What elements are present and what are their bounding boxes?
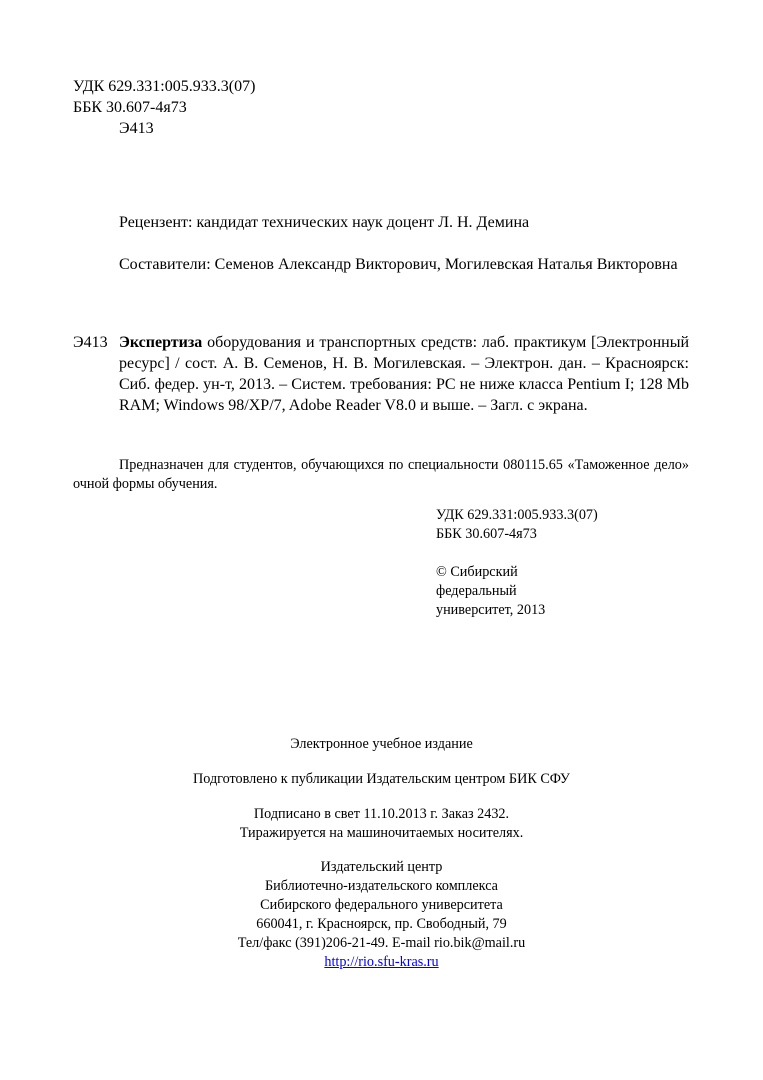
- udk-code-right: УДК 629.331:005.933.3(07): [436, 507, 598, 523]
- purpose-text: Предназначен для студентов, обучающихся по специальности 080115.65 «Таможенное дело» очной формы обучения.: [73, 457, 689, 492]
- right-classification: [436, 506, 598, 620]
- bbk-code-right: ББК 30.607-4я73: [436, 526, 537, 542]
- edition-type: Электронное учебное издание: [290, 736, 473, 752]
- entry-body: [119, 332, 689, 416]
- entry-title: Экспертиза: [119, 334, 203, 351]
- publisher-line: Библиотечно-издательского комплекса: [265, 878, 498, 894]
- entry-code: Э413: [73, 334, 108, 351]
- header-classification: [73, 76, 255, 139]
- reviewer-line: Рецензент: кандидат технических наук доцент Л. Н. Демина: [119, 214, 530, 231]
- copyright-line: университет, 2013: [436, 602, 546, 618]
- copyright-line: © Сибирский: [436, 564, 518, 580]
- bibliographic-entry: [73, 332, 689, 416]
- prepared-by: Подготовлено к публикации Издательским центром БИК СФУ: [193, 771, 570, 787]
- purpose-block: [73, 456, 689, 494]
- author-sign: Э413: [119, 120, 154, 137]
- entry-text: оборудования и транспортных средств: лаб. практикум [Электронный ресурс] / сост. А. В. Семенов, Н. В. Могилевская. – Электрон. дан. – Красноярск: Сиб. федер. ун-т, 2013. – Систем. требования: PC не ниже класса Pentium I; 128 Mb RAM; Windows 98/XP/7, Adobe Reader V8.0 и выше. – Загл. с экрана.: [119, 334, 689, 414]
- publisher-contacts: Тел/факс (391)206-21-49. E-mail rio.bik@mail.ru: [237, 935, 526, 951]
- udk-code: УДК 629.331:005.933.3(07): [73, 78, 256, 95]
- bbk-code: ББК 30.607-4я73: [73, 99, 187, 116]
- publisher-line: Сибирского федерального университета: [260, 897, 503, 913]
- publisher-website-link[interactable]: http://rio.sfu-kras.ru: [324, 954, 439, 970]
- publisher-address: 660041, г. Красноярск, пр. Свободный, 79: [256, 916, 507, 932]
- authors-block: [73, 254, 689, 275]
- copyright-line: федеральный: [436, 583, 517, 599]
- publisher-block: [0, 858, 763, 972]
- signed-line: Подписано в свет 11.10.2013 г. Заказ 2432.: [253, 806, 510, 822]
- authors-text: Составители: Семенов Александр Викторович, Могилевская Наталья Викторовна: [119, 256, 678, 273]
- publisher-line: Издательский центр: [320, 859, 443, 875]
- replicated-line: Тиражируется на машиночитаемых носителях.: [239, 825, 524, 841]
